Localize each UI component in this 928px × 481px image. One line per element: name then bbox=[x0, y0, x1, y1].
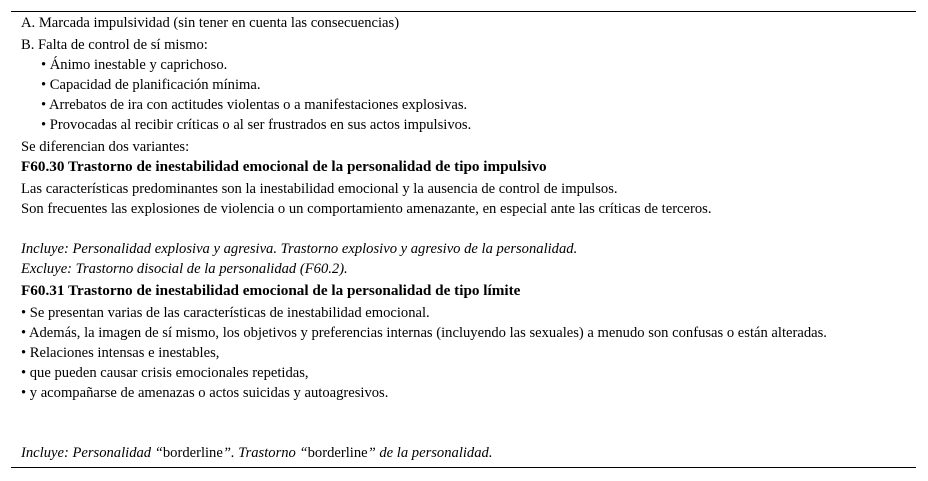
impulsive-line: Son frecuentes las explosiones de violencia o un comportamiento amenazante, en especial ante las críticas de terceros. bbox=[21, 201, 712, 217]
includes-text: ” de la personalidad. bbox=[367, 445, 493, 461]
impulsive-excludes: Excluye: Trastorno disocial de la personalidad (F60.2). bbox=[21, 261, 348, 277]
borderline-bullet: • Se presentan varias de las características de inestabilidad emocional. bbox=[21, 305, 430, 321]
borderline-bullet: • Relaciones intensas e inestables, bbox=[21, 345, 220, 361]
borderline-term: borderline bbox=[307, 445, 368, 461]
includes-text: ”. Trastorno “ bbox=[222, 445, 308, 461]
variants-intro: Se diferencian dos variantes: bbox=[21, 139, 190, 155]
borderline-term: borderline bbox=[162, 445, 223, 461]
criterion-b-bullet: • Arrebatos de ira con actitudes violentas o a manifestaciones explosivas. bbox=[41, 97, 468, 113]
criterion-b-bullet: • Provocadas al recibir críticas o al ser frustrados en sus actos impulsivos. bbox=[41, 117, 472, 133]
criterion-b: B. Falta de control de sí mismo: bbox=[21, 37, 208, 53]
borderline-bullet: • y acompañarse de amenazas o actos suicidas y autoagresivos. bbox=[21, 385, 389, 401]
borderline-bullet: • que pueden causar crisis emocionales repetidas, bbox=[21, 365, 309, 381]
impulsive-includes: Incluye: Personalidad explosiva y agresiva. Trastorno explosivo y agresivo de la personalidad. bbox=[21, 241, 578, 257]
borderline-includes bbox=[21, 444, 492, 462]
impulsive-line: Las características predominantes son la inestabilidad emocional y la ausencia de control de impulsos. bbox=[21, 181, 618, 197]
criterion-b-bullet: • Ánimo inestable y caprichoso. bbox=[41, 57, 228, 73]
criteria-table bbox=[11, 11, 916, 468]
criterion-b-bullet: • Capacidad de planificación mínima. bbox=[41, 77, 261, 93]
impulsive-heading: F60.30 Trastorno de inestabilidad emocional de la personalidad de tipo impulsivo bbox=[21, 158, 547, 175]
borderline-heading: F60.31 Trastorno de inestabilidad emocional de la personalidad de tipo límite bbox=[21, 282, 521, 299]
borderline-bullet: • Además, la imagen de sí mismo, los objetivos y preferencias internas (incluyendo las sexuales) a menudo son confusas o están alteradas. bbox=[21, 325, 827, 341]
includes-text: Incluye: Personalidad “ bbox=[21, 445, 163, 461]
criterion-a: A. Marcada impulsividad (sin tener en cuenta las consecuencias) bbox=[21, 15, 400, 31]
